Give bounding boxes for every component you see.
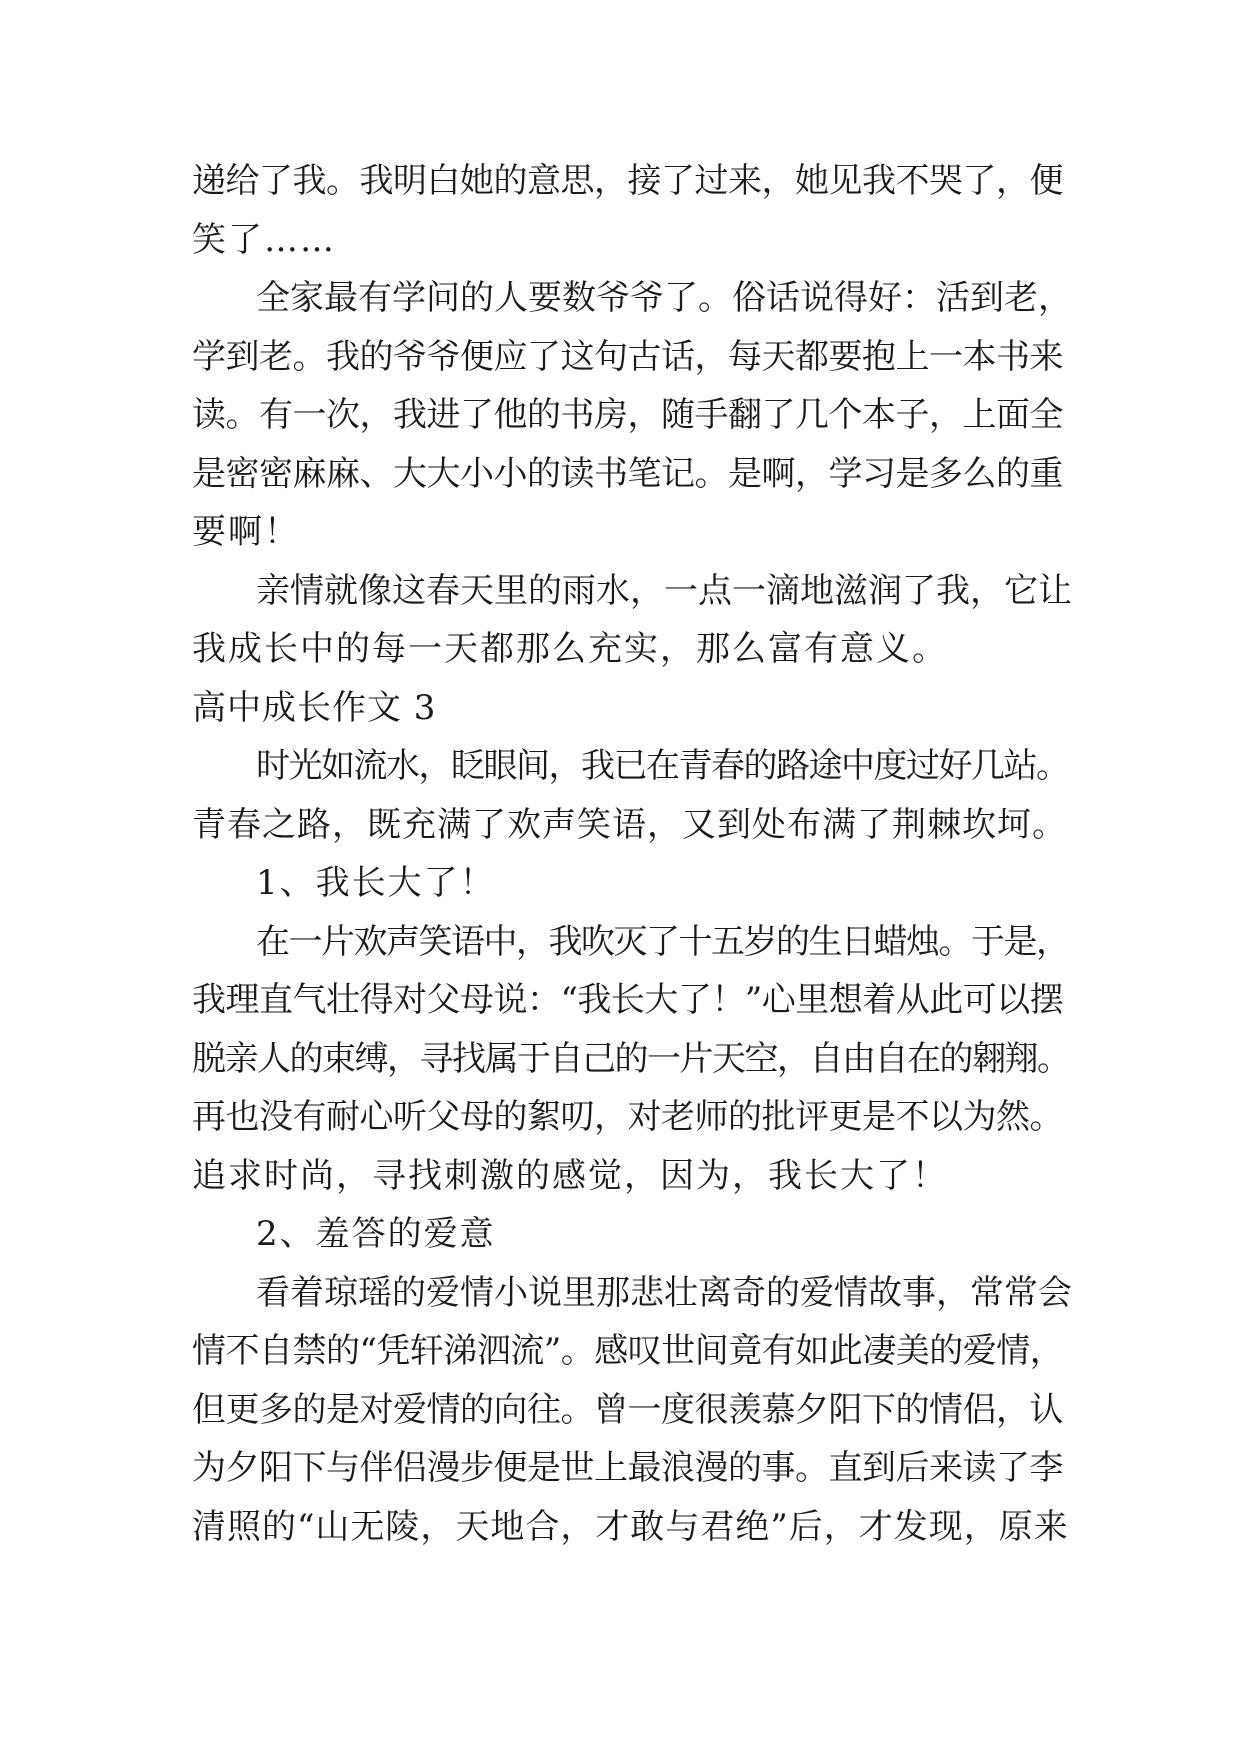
text-line: 情不自禁的“凭轩涕泗流”。感叹世间竟有如此凄美的爱情， [192, 1331, 1064, 1371]
text-line: 但更多的是对爱情的向往。曾一度很羡慕夕阳下的情侣，认 [192, 1389, 1063, 1430]
text-line: 清照的“山无陵，天地合，才敢与君绝”后，才发现，原来 [192, 1506, 1069, 1547]
text-line: 时光如流水，眨眼间，我已在青春的路途中度过好几站。 [256, 746, 1069, 786]
section-heading: 高中成长作文 3 [192, 687, 437, 728]
text-line: 亲情就像这春天里的雨水，一点一滴地滋润了我，它让 [256, 570, 1072, 611]
text-line: 我成长中的每一天都那么充实，那么富有意义。 [192, 629, 948, 669]
text-line: 学到老。我的爷爷便应了这句古话，每天都要抱上一本书来 [192, 336, 1063, 377]
subheading: 2、羞答的爱意 [256, 1214, 496, 1254]
text-line: 再也没有耐心听父母的絮叨，对老师的批评更是不以为然。 [192, 1097, 1063, 1137]
text-line: 为夕阳下与伴侣漫步便是世上最浪漫的事。直到后来读了李 [192, 1448, 1063, 1488]
text-line: 是密密麻麻、大大小小的读书笔记。是啊，学习是多么的重 [192, 453, 1063, 494]
text-line: 全家最有学问的人要数爷爷了。俗话说得好：活到老， [256, 278, 1072, 318]
text-line: 追求时尚，寻找刺激的感觉，因为，我长大了！ [192, 1155, 948, 1196]
text-line: 要啊！ [192, 512, 300, 552]
text-line: 读。有一次，我进了他的书房，随手翻了几个本子，上面全 [192, 395, 1063, 435]
text-line: 递给了我。我明白她的意思，接了过来，她见我不哭了，便 [192, 161, 1063, 201]
document-body [192, 152, 1072, 1556]
subheading: 1、我长大了！ [256, 863, 496, 903]
text-line: 在一片欢声笑语中，我吹灭了十五岁的生日蜡烛。于是， [256, 921, 1069, 962]
text-line: 脱亲人的束缚，寻找属于自己的一片天空，自由自在的翱翔。 [192, 1038, 1070, 1079]
text-line: 看着琼瑶的爱情小说里那悲壮离奇的爱情故事，常常会 [256, 1272, 1072, 1313]
text-line: 我理直气壮得对父母说：“我长大了！”心里想着从此可以摆 [192, 980, 1064, 1020]
text-line: 笑了…… [192, 219, 336, 260]
text-line: 青春之路，既充满了欢声笑语，又到处布满了荆棘坎坷。 [192, 804, 1067, 845]
